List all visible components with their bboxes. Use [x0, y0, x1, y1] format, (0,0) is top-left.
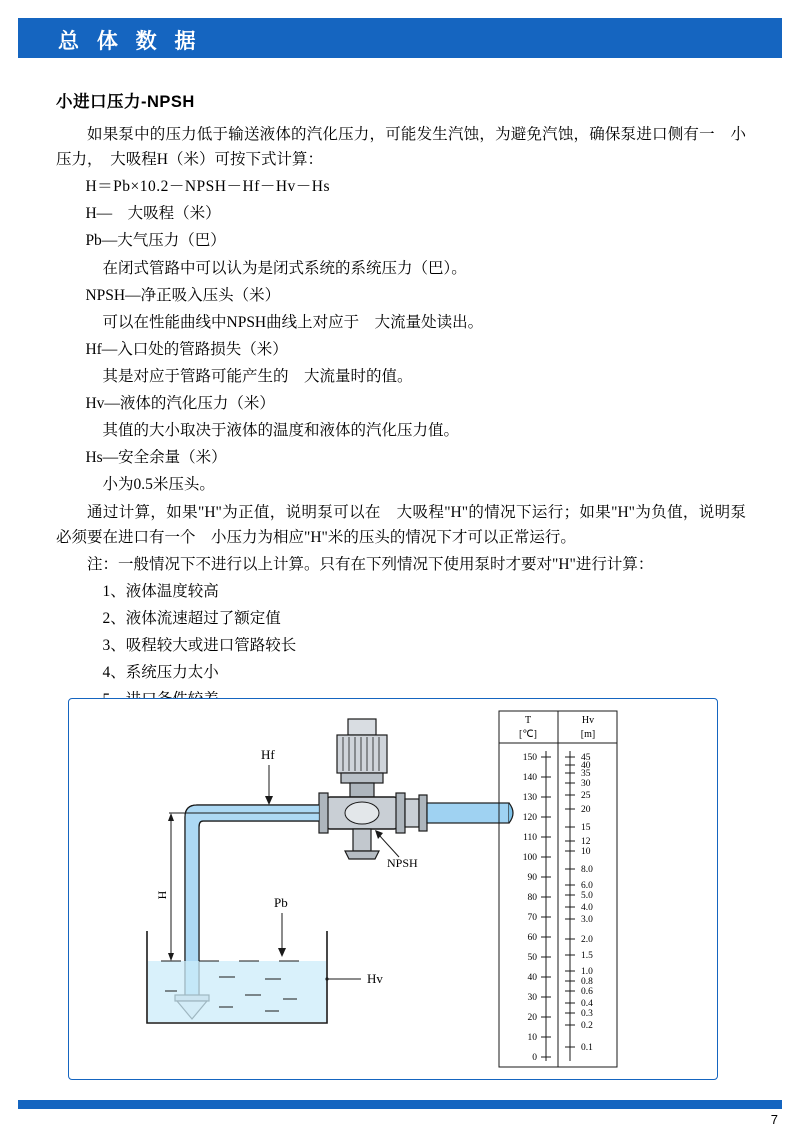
condition-item: 4、系统压力太小 [102, 664, 219, 682]
scale-hv-tick: 25 [581, 791, 591, 801]
scale-temp-tick: 60 [527, 933, 537, 943]
condition-item: 1、液体温度较高 [102, 582, 219, 600]
scale-header-temp-1: T [524, 715, 532, 726]
scale-header-temp-2: [℃] [519, 729, 537, 740]
figure-label-hv: Hv [367, 971, 383, 986]
scale-temp-tick: 50 [527, 953, 537, 963]
figure-label-h: H [155, 890, 169, 900]
paragraph-conclusion: 通过计算，如果"H"为正值，说明泵可以在 大吸程"H"的情况下运行；如果"H"为负值，说明泵必须要在进口有一个 小压力为相应"H"米的压头的情况下才可以正常运行。 [56, 503, 746, 546]
scale-hv-tick: 1.5 [581, 951, 593, 961]
scale-hv-tick: 1.0 [581, 967, 593, 977]
def-hs: Hs—安全余量（米） [85, 449, 227, 467]
scale-temp-tick: 20 [527, 1013, 537, 1023]
scale-hv-tick: 8.0 [581, 865, 593, 875]
def-hs-note: 小为0.5米压头。 [102, 476, 215, 494]
scale-hv-tick: 45 [581, 753, 591, 763]
scale-hv-tick: 6.0 [581, 881, 593, 891]
def-pb-note: 在闭式管路中可以认为是闭式系统的系统压力（巴）。 [102, 259, 467, 277]
scale-temp-tick: 90 [527, 873, 537, 883]
scale-temp-tick: 70 [527, 913, 537, 923]
scale-temp-tick: 0 [532, 1053, 537, 1063]
paragraph-intro: 如果泵中的压力低于输送液体的汽化压力，可能发生汽蚀，为避免汽蚀，确保泵进口侧有一 小压力， 大吸程H（米）可按下式计算： [56, 126, 746, 169]
def-hf-note: 其是对应于管路可能产生的 大流量时的值。 [102, 367, 413, 385]
scale-temp-tick: 150 [522, 753, 537, 763]
scale-header-hv-2: [m] [580, 729, 596, 740]
condition-item: 3、吸程较大或进口管路较长 [102, 637, 297, 655]
def-hv: Hv—液体的汽化压力（米） [85, 395, 275, 413]
scale-temp-tick: 30 [527, 993, 537, 1003]
def-h: H— 大吸程（米） [85, 205, 221, 223]
scale-temp-tick: 110 [523, 833, 537, 843]
def-pb: Pb—大气压力（巴） [85, 232, 226, 250]
scale-hv-tick: 0.2 [581, 1021, 593, 1031]
paragraph-note: 注：一般情况下不进行以上计算。只有在下列情况下使用泵时才要对"H"进行计算： [87, 555, 654, 573]
def-hv-note: 其值的大小取决于液体的温度和液体的汽化压力值。 [102, 422, 460, 440]
condition-item: 2、液体流速超过了额定值 [102, 609, 281, 627]
scale-hv-tick: 12 [581, 837, 591, 847]
scale-hv-tick: 20 [581, 805, 591, 815]
scale-hv-tick: 3.0 [581, 915, 593, 925]
document-body [56, 88, 746, 714]
scale-hv-tick: 0.8 [581, 977, 593, 987]
scale-hv-tick: 15 [581, 823, 591, 833]
scale-hv-tick: 2.0 [581, 935, 593, 945]
scale-temp-tick: 100 [522, 853, 537, 863]
def-npsh-note: 可以在性能曲线中NPSH曲线上对应于 大流量处读出。 [102, 313, 484, 331]
def-hf: Hf—入口处的管路损失（米） [85, 340, 288, 358]
scale-temp-tick: 80 [527, 893, 537, 903]
scale-hv-tick: 40 [581, 761, 591, 771]
page-number: 7 [770, 1112, 778, 1127]
scale-hv-tick: 35 [581, 769, 591, 779]
scale-temp-tick: 40 [527, 973, 537, 983]
figure-label-npsh: NPSH [387, 856, 418, 870]
scale-hv-tick: 4.0 [581, 903, 593, 913]
figure-label-hf: Hf [261, 747, 275, 762]
scale-temp-tick: 10 [527, 1033, 537, 1043]
scale-hv-tick: 0.1 [581, 1043, 593, 1053]
section-heading: 小进口压力-NPSH [56, 93, 195, 111]
npsh-diagram-figure [68, 698, 718, 1080]
scale-hv-tick: 5.0 [581, 891, 593, 901]
def-npsh: NPSH—净正吸入压头（米） [85, 286, 281, 304]
figure-label-pb: Pb [274, 895, 288, 910]
formula-main: H＝Pb×10.2－NPSH－Hf－Hv－Hs [85, 178, 331, 196]
scale-temp-tick: 140 [522, 773, 537, 783]
page-header-band [18, 18, 782, 58]
page-footer-band [18, 1100, 782, 1109]
scale-hv-tick: 0.3 [581, 1009, 593, 1019]
scale-header-hv-1: Hv [581, 715, 595, 726]
scale-hv-tick: 10 [581, 847, 591, 857]
scale-hv-tick: 0.4 [581, 999, 593, 1009]
scale-temp-tick: 130 [522, 793, 537, 803]
scale-hv-tick: 30 [581, 779, 591, 789]
scale-temp-tick: 120 [522, 813, 537, 823]
page-title: 总 体 数 据 [58, 30, 202, 53]
scale-hv-tick: 0.6 [581, 987, 593, 997]
